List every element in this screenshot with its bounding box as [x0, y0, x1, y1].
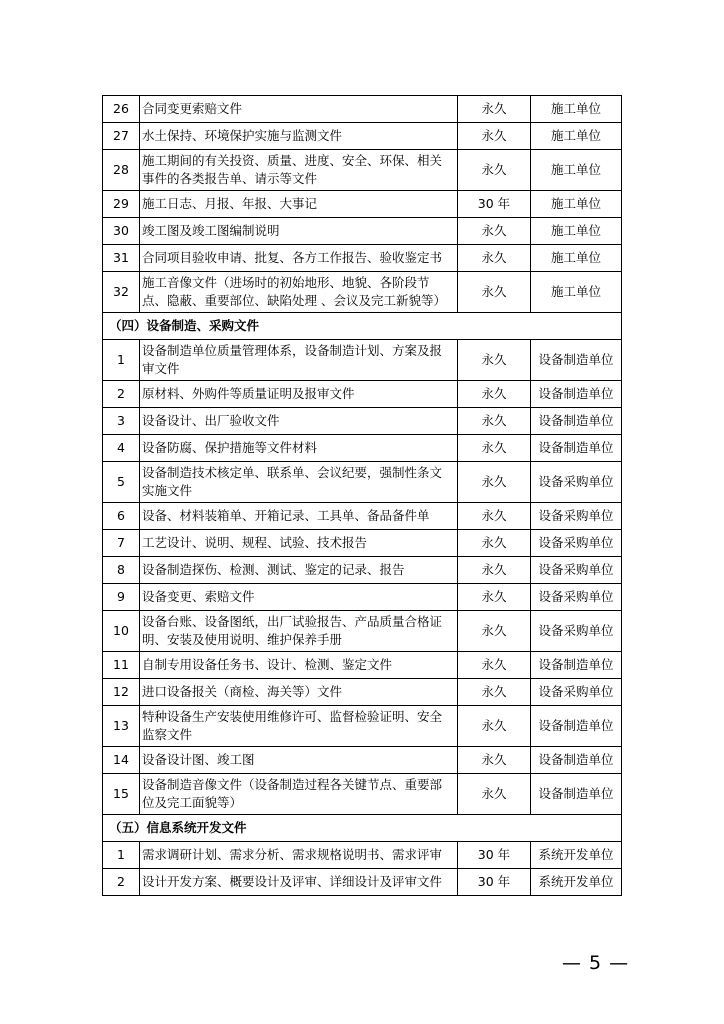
row-number: 2	[103, 381, 140, 408]
row-description: 进口设备报关（商检、海关等）文件	[140, 679, 458, 706]
row-number: 31	[103, 245, 140, 272]
responsible-unit: 设备采购单位	[531, 462, 622, 503]
section-title: （五）信息系统开发文件	[103, 815, 622, 842]
row-description: 工艺设计、说明、规程、试验、技术报告	[140, 530, 458, 557]
table-body	[103, 96, 622, 896]
row-description: 施工期间的有关投资、质量、进度、安全、环保、相关事件的各类报告单、请示等文件	[140, 150, 458, 191]
retention-term: 永久	[458, 272, 531, 313]
row-description: 设备、材料装箱单、开箱记录、工具单、备品备件单	[140, 503, 458, 530]
retention-term: 30 年	[458, 191, 531, 218]
row-number: 13	[103, 706, 140, 747]
table-row	[103, 557, 622, 584]
retention-term: 永久	[458, 218, 531, 245]
row-number: 30	[103, 218, 140, 245]
retention-term: 永久	[458, 150, 531, 191]
retention-term: 永久	[458, 96, 531, 123]
responsible-unit: 设备制造单位	[531, 381, 622, 408]
section-row	[103, 815, 622, 842]
responsible-unit: 施工单位	[531, 272, 622, 313]
retention-term: 永久	[458, 408, 531, 435]
row-description: 自制专用设备任务书、设计、检测、鉴定文件	[140, 652, 458, 679]
row-number: 9	[103, 584, 140, 611]
row-number: 27	[103, 123, 140, 150]
retention-term: 永久	[458, 706, 531, 747]
retention-term: 永久	[458, 679, 531, 706]
retention-term: 永久	[458, 530, 531, 557]
row-number: 1	[103, 340, 140, 381]
table-row	[103, 869, 622, 896]
row-description: 合同项目验收申请、批复、各方工作报告、验收鉴定书	[140, 245, 458, 272]
responsible-unit: 设备制造单位	[531, 408, 622, 435]
table-row	[103, 503, 622, 530]
retention-term: 永久	[458, 774, 531, 815]
table-row	[103, 774, 622, 815]
responsible-unit: 施工单位	[531, 191, 622, 218]
responsible-unit: 设备制造单位	[531, 774, 622, 815]
table-row	[103, 191, 622, 218]
responsible-unit: 系统开发单位	[531, 842, 622, 869]
row-number: 2	[103, 869, 140, 896]
row-description: 水土保持、环境保护实施与监测文件	[140, 123, 458, 150]
table-row	[103, 652, 622, 679]
responsible-unit: 设备制造单位	[531, 340, 622, 381]
row-number: 6	[103, 503, 140, 530]
retention-term: 永久	[458, 462, 531, 503]
row-number: 29	[103, 191, 140, 218]
retention-term: 永久	[458, 340, 531, 381]
responsible-unit: 设备采购单位	[531, 679, 622, 706]
table-row	[103, 679, 622, 706]
responsible-unit: 施工单位	[531, 218, 622, 245]
table-row	[103, 123, 622, 150]
table-row	[103, 462, 622, 503]
row-number: 4	[103, 435, 140, 462]
table-row	[103, 340, 622, 381]
row-number: 26	[103, 96, 140, 123]
retention-term: 永久	[458, 435, 531, 462]
responsible-unit: 施工单位	[531, 96, 622, 123]
responsible-unit: 设备制造单位	[531, 652, 622, 679]
section-title: （四）设备制造、采购文件	[103, 313, 622, 340]
responsible-unit: 施工单位	[531, 245, 622, 272]
retention-term: 永久	[458, 652, 531, 679]
retention-term: 永久	[458, 381, 531, 408]
row-number: 7	[103, 530, 140, 557]
row-number: 5	[103, 462, 140, 503]
row-description: 需求调研计划、需求分析、需求规格说明书、需求评审	[140, 842, 458, 869]
retention-term: 永久	[458, 611, 531, 652]
row-description: 设备制造探伤、检测、测试、鉴定的记录、报告	[140, 557, 458, 584]
table-row	[103, 408, 622, 435]
retention-term: 永久	[458, 584, 531, 611]
table-row	[103, 435, 622, 462]
table-row	[103, 150, 622, 191]
retention-term: 30 年	[458, 842, 531, 869]
responsible-unit: 设备采购单位	[531, 584, 622, 611]
row-number: 12	[103, 679, 140, 706]
table-row	[103, 218, 622, 245]
table-row	[103, 530, 622, 557]
row-number: 32	[103, 272, 140, 313]
responsible-unit: 设备采购单位	[531, 530, 622, 557]
responsible-unit: 施工单位	[531, 123, 622, 150]
responsible-unit: 设备制造单位	[531, 706, 622, 747]
row-number: 1	[103, 842, 140, 869]
page-number: — 5 —	[562, 952, 630, 974]
row-number: 3	[103, 408, 140, 435]
row-description: 设备台账、设备图纸，出厂试验报告、产品质量合格证明、安装及使用说明、维护保养手册	[140, 611, 458, 652]
table-row	[103, 706, 622, 747]
table-row	[103, 245, 622, 272]
row-number: 28	[103, 150, 140, 191]
row-description: 设备制造单位质量管理体系，设备制造计划、方案及报审文件	[140, 340, 458, 381]
table-row	[103, 272, 622, 313]
table-row	[103, 96, 622, 123]
section-row	[103, 313, 622, 340]
responsible-unit: 设备采购单位	[531, 557, 622, 584]
table-row	[103, 842, 622, 869]
retention-term: 永久	[458, 557, 531, 584]
row-number: 15	[103, 774, 140, 815]
responsible-unit: 系统开发单位	[531, 869, 622, 896]
retention-term: 永久	[458, 747, 531, 774]
row-description: 设备防腐、保护措施等文件材料	[140, 435, 458, 462]
row-description: 原材料、外购件等质量证明及报审文件	[140, 381, 458, 408]
row-description: 特种设备生产安装使用维修许可、监督检验证明、安全监察文件	[140, 706, 458, 747]
table-row	[103, 381, 622, 408]
row-description: 设计开发方案、概要设计及评审、详细设计及评审文件	[140, 869, 458, 896]
row-number: 14	[103, 747, 140, 774]
table-row	[103, 584, 622, 611]
responsible-unit: 设备制造单位	[531, 435, 622, 462]
table-row	[103, 611, 622, 652]
row-number: 11	[103, 652, 140, 679]
responsible-unit: 设备采购单位	[531, 503, 622, 530]
row-description: 合同变更索赔文件	[140, 96, 458, 123]
row-description: 施工日志、月报、年报、大事记	[140, 191, 458, 218]
row-number: 10	[103, 611, 140, 652]
retention-term: 永久	[458, 245, 531, 272]
table-row	[103, 747, 622, 774]
row-description: 设备设计、出厂验收文件	[140, 408, 458, 435]
responsible-unit: 施工单位	[531, 150, 622, 191]
row-description: 设备制造技术核定单、联系单、会议纪要，强制性条文实施文件	[140, 462, 458, 503]
row-description: 设备设计图、竣工图	[140, 747, 458, 774]
row-description: 竣工图及竣工图编制说明	[140, 218, 458, 245]
retention-term: 永久	[458, 123, 531, 150]
retention-term: 30 年	[458, 869, 531, 896]
row-number: 8	[103, 557, 140, 584]
archive-retention-table	[102, 95, 622, 896]
row-description: 施工音像文件（进场时的初始地形、地貌、各阶段节点、隐蔽、重要部位、缺陷处理 、会议及完工新貌等）	[140, 272, 458, 313]
row-description: 设备制造音像文件（设备制造过程各关键节点、重要部位及完工面貌等）	[140, 774, 458, 815]
responsible-unit: 设备采购单位	[531, 611, 622, 652]
responsible-unit: 设备制造单位	[531, 747, 622, 774]
row-description: 设备变更、索赔文件	[140, 584, 458, 611]
retention-term: 永久	[458, 503, 531, 530]
